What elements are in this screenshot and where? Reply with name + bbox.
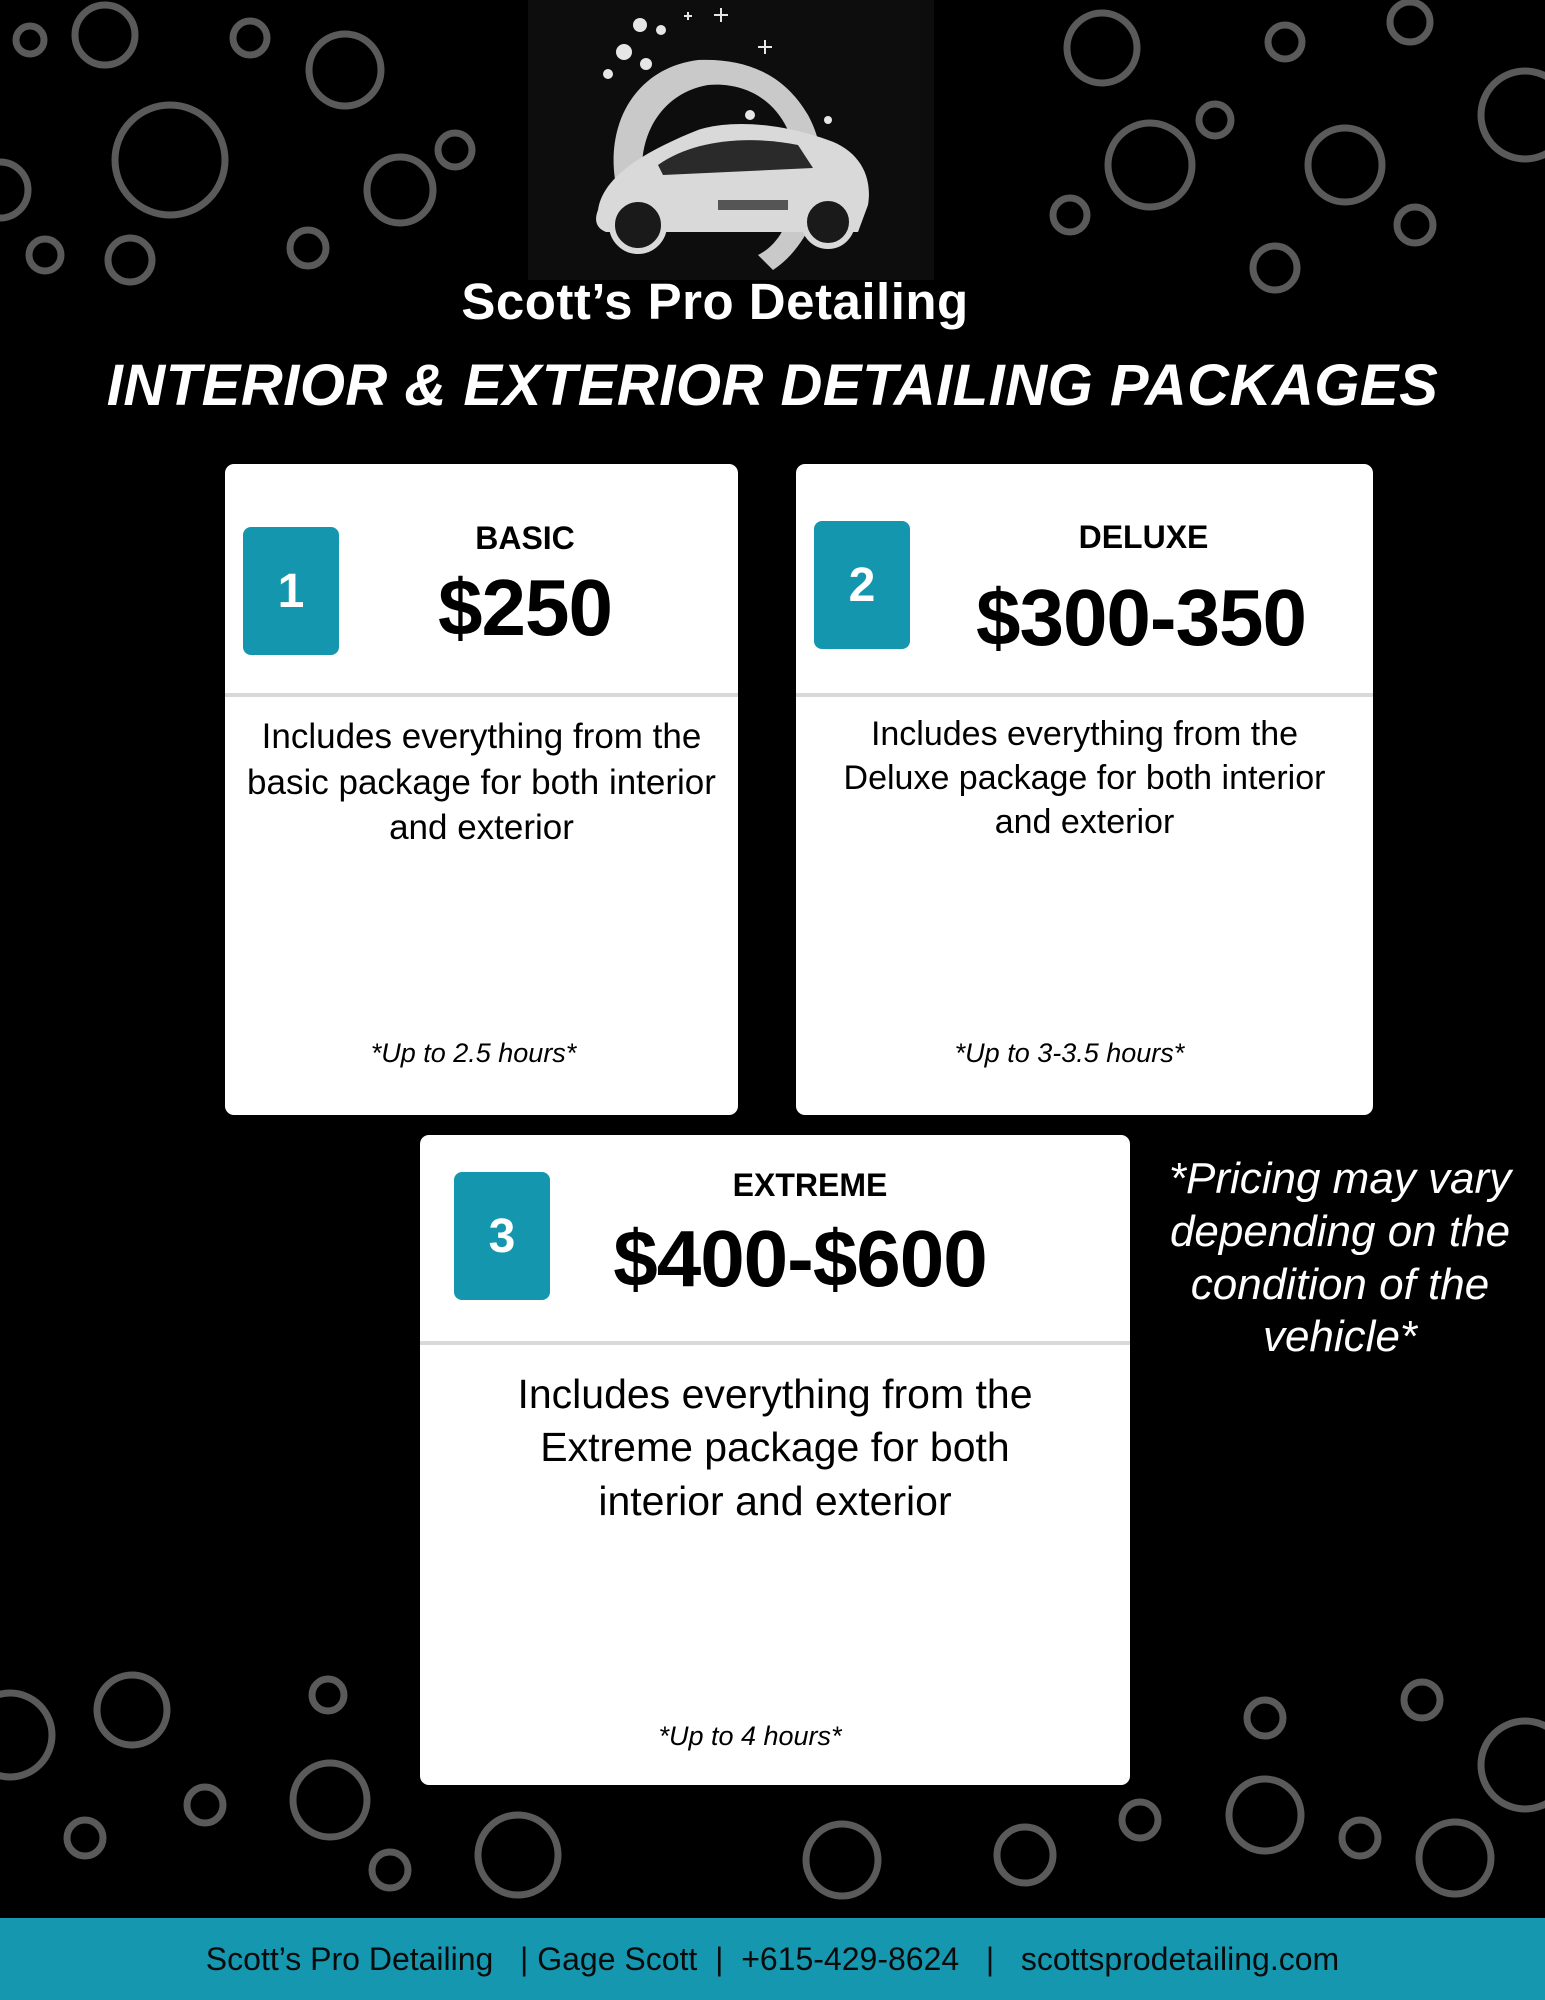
package-card-deluxe <box>796 464 1373 1115</box>
package-tier: DELUXE <box>1078 519 1209 555</box>
package-number-badge: 2 <box>814 521 910 649</box>
card-header <box>796 464 1373 697</box>
car-wash-logo <box>528 0 934 280</box>
footer-separator: | <box>715 1940 724 1977</box>
package-duration: *Up to 4 hours* <box>658 1721 842 1751</box>
pricing-note: *Pricing may vary depending on the condition of the vehicle* <box>1168 1154 1512 1362</box>
car-wash-logo-icon <box>528 0 934 280</box>
footer-website-link[interactable]: scottsprodetailing.com <box>1020 1940 1340 1977</box>
footer-separator: | <box>520 1940 529 1977</box>
package-tier: EXTREME <box>732 1167 888 1203</box>
business-name: Scott’s Pro Detailing <box>461 273 969 330</box>
footer-owner: Gage Scott <box>537 1940 698 1977</box>
package-tier: BASIC <box>475 520 575 556</box>
package-price: $250 <box>438 563 612 652</box>
card-header <box>225 464 738 697</box>
footer-separator: | <box>985 1940 995 1977</box>
package-price: $400-$600 <box>613 1214 987 1303</box>
footer-business: Scott’s Pro Detailing <box>205 1940 494 1977</box>
package-price: $300-350 <box>975 573 1307 662</box>
package-description: Includes everything from the Deluxe package for both interior and exterior <box>843 715 1326 842</box>
footer-bar <box>0 1918 1545 2000</box>
footer-phone[interactable]: +615-429-8624 <box>741 1940 960 1977</box>
package-duration: *Up to 2.5 hours* <box>370 1038 577 1068</box>
package-card-extreme <box>420 1135 1130 1785</box>
package-description: Includes everything from the basic package for both interior and exterior <box>247 717 716 847</box>
package-duration: *Up to 3-3.5 hours* <box>954 1038 1185 1068</box>
package-number-badge: 3 <box>454 1172 550 1300</box>
package-number-badge: 1 <box>243 527 339 655</box>
page-title: INTERIOR & EXTERIOR DETAILING PACKAGES <box>106 353 1439 418</box>
package-card-basic <box>225 464 738 1115</box>
package-description: Includes everything from the Extreme package for both interior and exterior <box>517 1371 1033 1524</box>
card-header <box>420 1135 1130 1345</box>
